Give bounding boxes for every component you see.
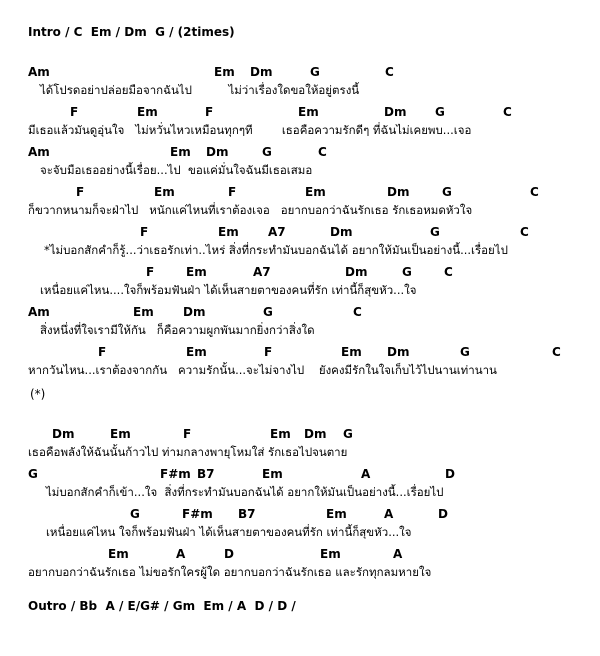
chord: Dm [345,265,368,279]
lyric-text: สิ่งหนึ่งที่ใจเรามีให้กัน ก็คือความผูกพันมากยิ่งกว่าสิ่งใด [40,323,315,337]
chord: Am [28,145,50,159]
chord: Dm [330,225,353,239]
chord: F [228,185,237,199]
chord: Em [170,145,191,159]
chord: Em [154,185,175,199]
chord: F#m [182,507,213,521]
chord: G [460,345,470,359]
chord: Em [218,225,239,239]
lyric-text: ได้โปรดอย่าปล่อยมือจากฉันไป ไม่ว่าเรื่องใดขอให้อยู่ตรงนี้ [40,83,360,97]
chord: D [438,507,448,521]
chord: G [435,105,445,119]
lyric-text: *ไม่บอกสักคำก็รู้...ว่าเธอรักเท่า..ไหร่ สิ่งที่กระทำมันบอกฉันได้ อยากให้มันเป็นอย่างนี้...เรื่อยไป [44,243,508,257]
lyric-text: หากวันไหน...เราต้องจากกัน ความรักนั้น...จะไม่จางไป ยังคงมีรักในใจเก็บไว้ไปนานเท่านาน [28,363,497,377]
chord: Em [108,547,129,561]
chord: F [183,427,192,441]
chord: C [353,305,362,319]
chord: Dm [52,427,75,441]
chorus-marker: (*) [30,387,46,401]
chord: A [384,507,394,521]
lyric-text: เธอคือพลังให้ฉันนั้นก้าวไป ท่ามกลางพายุโหมใส่ รักเธอไปจนตาย [28,445,348,459]
chord: F#m [160,467,191,481]
chord: F [146,265,155,279]
chord: C [503,105,512,119]
chord: G [263,305,273,319]
chord: D [224,547,234,561]
chord: Em [341,345,362,359]
chord: A [176,547,186,561]
chord: D [445,467,455,481]
chord: Em [298,105,319,119]
chord: F [76,185,85,199]
chord: Dm [304,427,327,441]
lyric-text: จะจับมือเธออย่างนี้เรื่อย...ไป ขอแค่มั่นใจฉันมีเธอเสมอ [40,163,313,177]
chord: Em [214,65,235,79]
chord: G [130,507,140,521]
chord: G [430,225,440,239]
intro-line: Intro / C Em / Dm G / (2times) [28,25,235,39]
chord: Dm [387,345,410,359]
chord: Dm [387,185,410,199]
chord: F [70,105,79,119]
chord: G [28,467,38,481]
chord: B7 [197,467,215,481]
chord: Dm [183,305,206,319]
chord: A [393,547,403,561]
chord: A [361,467,371,481]
chord: A7 [253,265,271,279]
chord: C [444,265,453,279]
chord: Em [186,345,207,359]
chord: Em [186,265,207,279]
chord: Dm [384,105,407,119]
chord: Em [270,427,291,441]
chord: Em [320,547,341,561]
lyric-text: ไม่บอกสักคำก็เข้า...ใจ สิ่งที่กระทำมันบอกฉันได้ อยากให้มันเป็นอย่างนี้...เรื่อยไป [46,485,444,499]
lyric-text: มีเธอแล้วมันดูอุ่นใจ ไม่หวั่นไหวเหมือนทุกๆที เธอคือความรักดีๆ ที่ฉันไม่เคยพบ...เจอ [28,123,472,137]
chord: G [402,265,412,279]
chord: Em [137,105,158,119]
chord: G [262,145,272,159]
chord: F [140,225,149,239]
chord: Am [28,305,50,319]
chord: B7 [238,507,256,521]
chord: Em [262,467,283,481]
lyric-text: เหนื่อยแค่ไหน ใจก็พร้อมฟันฝ่า ได้เห็นสายตาของคนที่รัก เท่านี้ก็สุขหัว...ใจ [46,525,412,539]
chord: G [310,65,320,79]
chord: C [318,145,327,159]
chord: G [442,185,452,199]
outro-line: Outro / Bb A / E/G# / Gm Em / A D / D / [28,599,296,613]
chord: Em [110,427,131,441]
chord: C [552,345,561,359]
chord: A7 [268,225,286,239]
chord: Am [28,65,50,79]
chord: Em [326,507,347,521]
chord: G [343,427,353,441]
lyric-text: ก็ขวากหนามก็จะฝ่าไป หนักแค่ไหนที่เราต้องเจอ อยากบอกว่าฉันรักเธอ รักเธอหมดหัวใจ [28,203,473,217]
chord: F [205,105,214,119]
chord: F [264,345,273,359]
chord: F [98,345,107,359]
chord: C [520,225,529,239]
chord: Dm [206,145,229,159]
chord: C [385,65,394,79]
chord: Dm [250,65,273,79]
chord: C [530,185,539,199]
lyric-text: อยากบอกว่าฉันรักเธอ ไม่ขอรักใครผู้ใด อยากบอกว่าฉันรักเธอ และรักทุกลมหายใจ [28,565,432,579]
chord: Em [305,185,326,199]
chord: Em [133,305,154,319]
lyric-text: เหนื่อยแค่ไหน....ใจก็พร้อมฟันฝ่า ได้เห็นสายตาของคนที่รัก เท่านี้ก็สุขหัว...ใจ [40,283,417,297]
